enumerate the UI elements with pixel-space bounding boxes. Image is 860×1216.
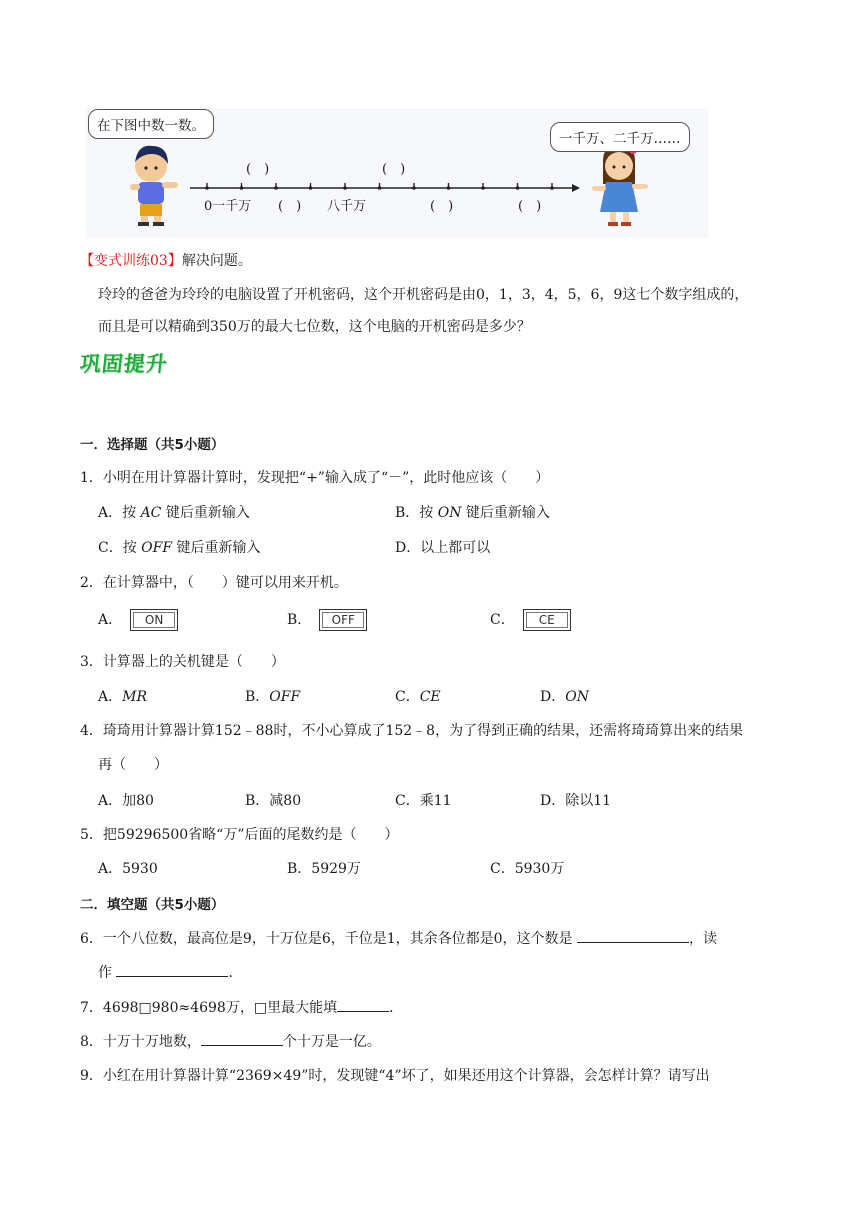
right-speech-bubble [550,122,690,152]
q4-stem-line-2: 再（ ） [98,757,168,773]
q2-option-b: B． OFF [287,609,367,631]
q2-stem: 2．在计算器中，（ ）键可以用来开机。 [80,575,348,591]
q5-option-b: B．5929万 [287,861,361,877]
q3-stem: 3．计算器上的关机键是（ ） [80,654,285,670]
practice-title: 解决问题。 [181,253,252,269]
axis-dot [412,186,416,190]
on-key: ON [130,609,178,631]
right-bubble-text: 一千万、二千万…… [559,131,681,147]
consolidate-heading: 巩固提升 [78,352,170,376]
axis-dot [378,186,382,190]
practice-line-2: 而且是可以精确到350万的最大七位数，这个电脑的开机密码是多少？ [98,319,531,335]
axis-blank-below-1: ( ) [278,199,302,214]
axis-blank-below-2: ( ) [430,199,454,214]
ce-key: CE [523,609,571,631]
axis-blank-below-3: ( ) [518,199,542,214]
axis-label-zero-ten-million: 0一千万 [204,199,252,214]
axis-dot [205,186,209,190]
q6-blank-number[interactable] [577,928,689,943]
axis-blank-above-1: ( ) [246,162,270,177]
q3-option-c: C．CE [395,689,441,705]
q5-option-a: A．5930 [98,861,158,877]
practice-tag: 【变式训练03】 [80,253,182,269]
axis-dot [343,186,347,190]
q4-stem-line-1: 4．琦琦用计算器计算152﹣88时，不小心算成了152﹣8，为了得到正确的结果，还需将琦琦算出来的结果 [80,723,744,739]
q8: 8．十万十万地数， 个十万是一亿。 [80,1031,381,1051]
q4-option-a: A．加80 [98,793,154,809]
q2-option-c: C． CE [490,609,571,631]
q1-stem: 1．小明在用计算器计算时，发现把“+”输入成了“－”，此时他应该（ ） [80,470,550,486]
q6-blank-reading[interactable] [116,962,228,977]
practice-line-1: 玲玲的爸爸为玲玲的电脑设置了开机密码，这个开机密码是由0，1，3，4，5，6，9这七个数字组成的， [98,287,749,303]
axis-dot [309,186,313,190]
axis-label-eighty-million: 八千万 [327,199,367,214]
q1-option-a: A．按 AC 键后重新输入 [98,505,250,521]
q1-option-b: B．按 ON 键后重新输入 [395,505,550,521]
q1-option-c: C．按 OFF 键后重新输入 [98,540,261,556]
number-line-figure [86,108,708,238]
axis-dot [274,186,278,190]
q6-line-2: 作 ． [98,962,242,982]
left-bubble-text: 在下图中数一数。 [97,118,205,134]
q3-option-b: B．OFF [245,689,301,705]
q1-option-d: D．以上都可以 [395,540,491,556]
q4-option-d: D．除以11 [540,793,612,809]
axis-dot [550,186,554,190]
q7: 7．4698□980≈4698万，□里最大能填 ． [80,997,403,1017]
axis-dot [240,186,244,190]
axis-dot [481,186,485,190]
q6-line-1: 6．一个八位数，最高位是9，十万位是6，千位是1，其余各位都是0，这个数是 ，读 [80,928,717,948]
q2-option-a: A． ON [98,609,178,631]
section-2-heading: 二．填空题（共5小题） [80,897,225,913]
q5-option-c: C．5930万 [490,861,565,877]
q5-stem: 5．把59296500省略“万”后面的尾数约是（ ） [80,827,399,843]
axis-dot [516,186,520,190]
practice-heading [80,250,252,270]
q8-blank[interactable] [201,1031,283,1046]
q3-option-a: A．MR [98,689,148,705]
section-1-heading: 一．选择题（共5小题） [80,437,225,453]
q4-option-c: C．乘11 [395,793,452,809]
q9-stem: 9．小红在用计算器计算“2369×49”时，发现键“4”坏了，如果还用这个计算器，会怎样计算？请写出 [80,1068,710,1084]
q4-option-b: B．减80 [245,793,302,809]
axis-blank-above-2: ( ) [382,162,406,177]
q7-blank[interactable] [337,997,389,1012]
q3-option-d: D．ON [540,689,589,705]
off-key: OFF [319,609,367,631]
axis-dot [447,186,451,190]
left-speech-bubble [88,109,214,139]
